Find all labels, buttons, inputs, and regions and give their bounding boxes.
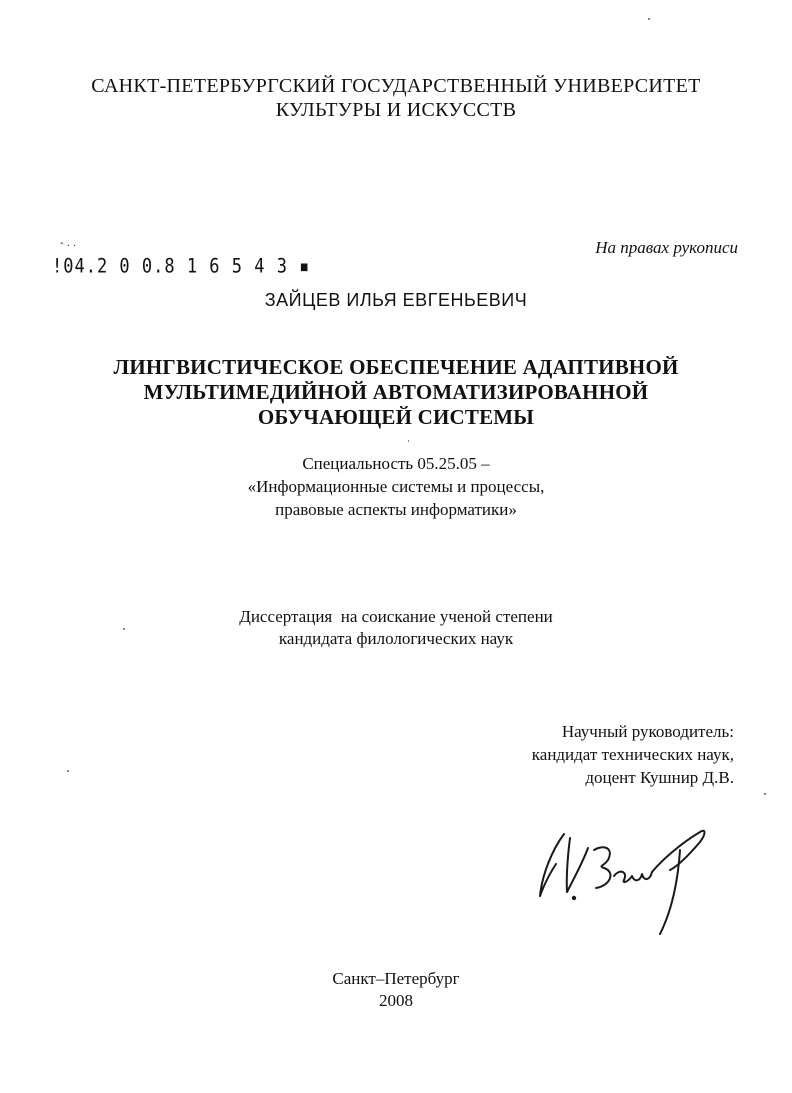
title-line-1: ЛИНГВИСТИЧЕСКОЕ ОБЕСПЕЧЕНИЕ АДАПТИВНОЙ bbox=[113, 355, 679, 379]
title-line-2: МУЛЬТИМЕДИЙНОЙ АВТОМАТИЗИРОВАННОЙ bbox=[143, 380, 649, 404]
dissertation-title bbox=[0, 355, 792, 430]
stamp-marks: - . . bbox=[60, 238, 77, 249]
scan-speck bbox=[408, 440, 409, 442]
scan-speck bbox=[67, 770, 69, 772]
scan-speck bbox=[123, 628, 125, 630]
specialty-line-2: «Информационные системы и процессы, bbox=[247, 477, 545, 496]
scan-speck bbox=[764, 793, 766, 795]
supervisor-line-1: Научный руководитель: bbox=[561, 722, 734, 741]
university-name bbox=[0, 74, 792, 122]
year: 2008 bbox=[379, 991, 413, 1010]
scan-speck bbox=[648, 18, 650, 20]
specialty-block bbox=[0, 452, 792, 521]
supervisor-line-3: доцент Кушнир Д.В. bbox=[585, 768, 734, 787]
specialty-line-3: правовые аспекты информатики» bbox=[275, 500, 517, 519]
author-signature bbox=[530, 820, 730, 945]
title-line-3: ОБУЧАЮЩЕЙ СИСТЕМЫ bbox=[257, 405, 535, 429]
archive-stamp-number: !04.2 0 0.8 1 6 5 4 3 ▪ bbox=[52, 255, 311, 278]
author-name: ЗАЙЦЕВ ИЛЬЯ ЕВГЕНЬЕВИЧ bbox=[264, 290, 528, 310]
degree-line-1: Диссертация на соискание ученой степени bbox=[239, 607, 553, 626]
supervisor-line-2: кандидат технических наук, bbox=[531, 745, 734, 764]
university-line-2: КУЛЬТУРЫ И ИСКУССТВ bbox=[275, 99, 517, 121]
degree-block bbox=[0, 606, 792, 650]
rights-notice: На правах рукописи bbox=[595, 238, 738, 257]
city: Санкт–Петербург bbox=[332, 969, 460, 988]
supervisor-block bbox=[532, 720, 734, 789]
place-and-year bbox=[0, 968, 792, 1012]
university-line-1: САНКТ-ПЕТЕРБУРГСКИЙ ГОСУДАРСТВЕННЫЙ УНИВЕРСИТЕТ bbox=[91, 75, 701, 97]
degree-line-2: кандидата филологических наук bbox=[278, 629, 514, 648]
specialty-line-1: Специальность 05.25.05 – bbox=[302, 454, 490, 473]
